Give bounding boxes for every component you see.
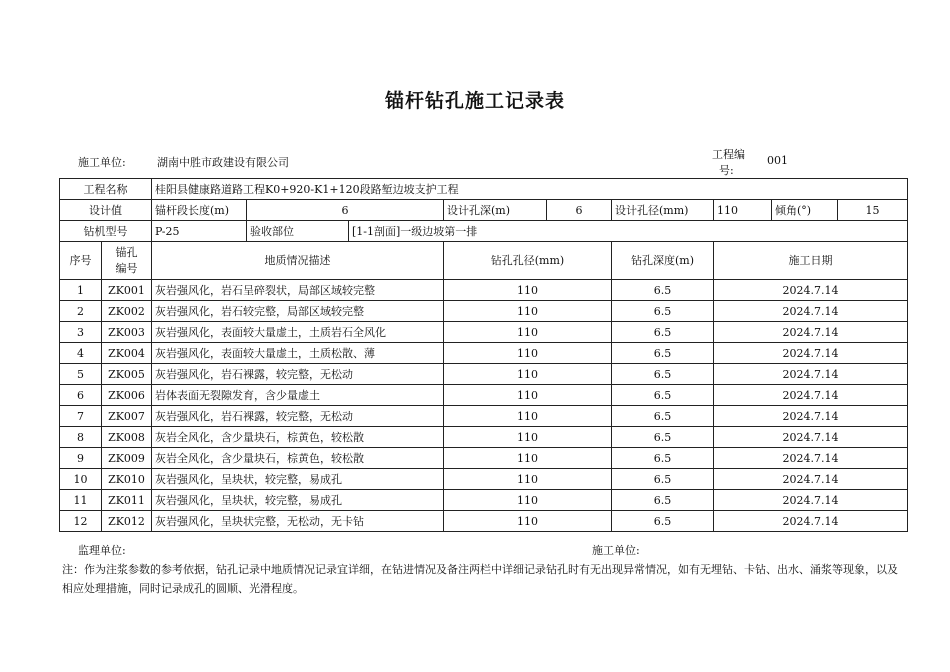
rig-model-label: 钻机型号 (60, 221, 152, 242)
row-diameter: 110 (444, 406, 612, 427)
row-no: 3 (60, 322, 102, 343)
row-geology: 灰岩全风化，含少量块石，棕黄色，较松散 (152, 427, 444, 448)
table-row (60, 448, 908, 469)
hole-diameter-label: 设计孔径(mm) (612, 200, 714, 221)
row-geology: 灰岩强风化，岩石裸露，较完整，无松动 (152, 406, 444, 427)
row-date: 2024.7.14 (714, 427, 908, 448)
row-depth: 6.5 (612, 280, 714, 301)
row-hole-id: ZK012 (102, 511, 152, 532)
row-depth: 6.5 (612, 511, 714, 532)
row-diameter: 110 (444, 490, 612, 511)
row-date: 2024.7.14 (714, 364, 908, 385)
row-depth: 6.5 (612, 427, 714, 448)
row-hole-id: ZK001 (102, 280, 152, 301)
row-depth: 6.5 (612, 301, 714, 322)
col-header-diameter: 钻孔孔径(mm) (444, 242, 612, 280)
row-hole-id: ZK005 (102, 364, 152, 385)
project-no-label: 工程编 (712, 148, 745, 161)
table-row (60, 385, 908, 406)
row-date: 2024.7.14 (714, 280, 908, 301)
row-hole-id: ZK006 (102, 385, 152, 406)
row-hole-id: ZK011 (102, 490, 152, 511)
row-geology: 灰岩全风化，含少量块石，棕黄色，较松散 (152, 448, 444, 469)
row-hole-id: ZK009 (102, 448, 152, 469)
row-no: 6 (60, 385, 102, 406)
hole-depth-value: 6 (547, 200, 612, 221)
row-no: 11 (60, 490, 102, 511)
row-diameter: 110 (444, 343, 612, 364)
construction-unit-label: 施工单位: (78, 156, 126, 169)
row-geology: 灰岩强风化，岩石裸露，较完整，无松动 (152, 364, 444, 385)
table-row (60, 280, 908, 301)
row-date: 2024.7.14 (714, 385, 908, 406)
row-hole-id: ZK002 (102, 301, 152, 322)
angle-label: 倾角(°) (772, 200, 838, 221)
row-no: 10 (60, 469, 102, 490)
supervisor-label: 监理单位: (78, 544, 126, 557)
row-date: 2024.7.14 (714, 511, 908, 532)
project-name-value: 桂阳县健康路道路工程K0+920-K1+120段路堑边坡支护工程 (152, 179, 908, 200)
row-hole-id: ZK004 (102, 343, 152, 364)
construction-unit-value: 湖南中胜市政建设有限公司 (157, 156, 289, 169)
row-diameter: 110 (444, 322, 612, 343)
table-row (60, 490, 908, 511)
row-depth: 6.5 (612, 343, 714, 364)
row-no: 12 (60, 511, 102, 532)
acceptance-value: [1-1剖面]一级边坡第一排 (349, 221, 908, 242)
row-no: 7 (60, 406, 102, 427)
row-diameter: 110 (444, 280, 612, 301)
row-geology: 灰岩强风化，呈块状完整，无松动，无卡钻 (152, 511, 444, 532)
row-date: 2024.7.14 (714, 406, 908, 427)
row-depth: 6.5 (612, 490, 714, 511)
table-row (60, 301, 908, 322)
project-no-label-2: 号: (719, 164, 734, 177)
row-hole-id: ZK003 (102, 322, 152, 343)
table-row (60, 511, 908, 532)
row-date: 2024.7.14 (714, 490, 908, 511)
row-no: 1 (60, 280, 102, 301)
row-depth: 6.5 (612, 322, 714, 343)
col-header-no: 序号 (60, 242, 102, 280)
hole-diameter-value: 110 (714, 200, 772, 221)
row-hole-id: ZK010 (102, 469, 152, 490)
contractor-label: 施工单位: (592, 544, 640, 557)
row-hole-id: ZK008 (102, 427, 152, 448)
row-date: 2024.7.14 (714, 469, 908, 490)
table-row (60, 469, 908, 490)
row-date: 2024.7.14 (714, 301, 908, 322)
row-diameter: 110 (444, 301, 612, 322)
page-title: 锚杆钻孔施工记录表 (384, 90, 565, 112)
col-header-hole-id: 锚孔 编号 (102, 242, 152, 280)
angle-value: 15 (838, 200, 908, 221)
project-no-value: 001 (767, 154, 788, 167)
row-date: 2024.7.14 (714, 343, 908, 364)
row-depth: 6.5 (612, 385, 714, 406)
acceptance-label: 验收部位 (247, 221, 349, 242)
row-diameter: 110 (444, 364, 612, 385)
row-no: 9 (60, 448, 102, 469)
row-no: 2 (60, 301, 102, 322)
row-depth: 6.5 (612, 469, 714, 490)
table-row (60, 364, 908, 385)
row-diameter: 110 (444, 469, 612, 490)
row-geology: 岩体表面无裂隙发育，含少量虚土 (152, 385, 444, 406)
table-row (60, 322, 908, 343)
row-geology: 灰岩强风化，表面较大量虚土，土质岩石全风化 (152, 322, 444, 343)
table-row (60, 343, 908, 364)
row-diameter: 110 (444, 385, 612, 406)
row-date: 2024.7.14 (714, 448, 908, 469)
anchor-length-value: 6 (247, 200, 444, 221)
row-geology: 灰岩强风化，岩石较完整，局部区域较完整 (152, 301, 444, 322)
col-header-depth: 钻孔深度(m) (612, 242, 714, 280)
row-no: 8 (60, 427, 102, 448)
row-diameter: 110 (444, 511, 612, 532)
row-geology: 灰岩强风化，岩石呈碎裂状，局部区域较完整 (152, 280, 444, 301)
row-geology: 灰岩强风化，表面较大量虚土，土质松散、薄 (152, 343, 444, 364)
row-depth: 6.5 (612, 406, 714, 427)
col-header-geology: 地质情况描述 (152, 242, 444, 280)
row-diameter: 110 (444, 427, 612, 448)
design-label: 设计值 (60, 200, 152, 221)
footnote: 注：作为注浆参数的参考依据，钻孔记录中地质情况记录宜详细，在钻进情况及备注两栏中详细记录钻孔时有无出现异常情况，如有无埋钻、卡钻、出水、涌浆等现象，以及相应处理措施，同时记录成孔的圆顺、光滑程度。 (62, 563, 898, 595)
row-depth: 6.5 (612, 364, 714, 385)
row-geology: 灰岩强风化，呈块状，较完整，易成孔 (152, 490, 444, 511)
row-depth: 6.5 (612, 448, 714, 469)
row-geology: 灰岩强风化，呈块状，较完整，易成孔 (152, 469, 444, 490)
anchor-length-label: 锚杆段长度(m) (152, 200, 247, 221)
record-table (59, 178, 908, 532)
row-no: 4 (60, 343, 102, 364)
col-header-date: 施工日期 (714, 242, 908, 280)
table-row (60, 427, 908, 448)
rig-model-value: P-25 (152, 221, 247, 242)
row-diameter: 110 (444, 448, 612, 469)
row-no: 5 (60, 364, 102, 385)
row-date: 2024.7.14 (714, 322, 908, 343)
project-name-label: 工程名称 (60, 179, 152, 200)
row-hole-id: ZK007 (102, 406, 152, 427)
table-row (60, 406, 908, 427)
hole-depth-label: 设计孔深(m) (444, 200, 547, 221)
